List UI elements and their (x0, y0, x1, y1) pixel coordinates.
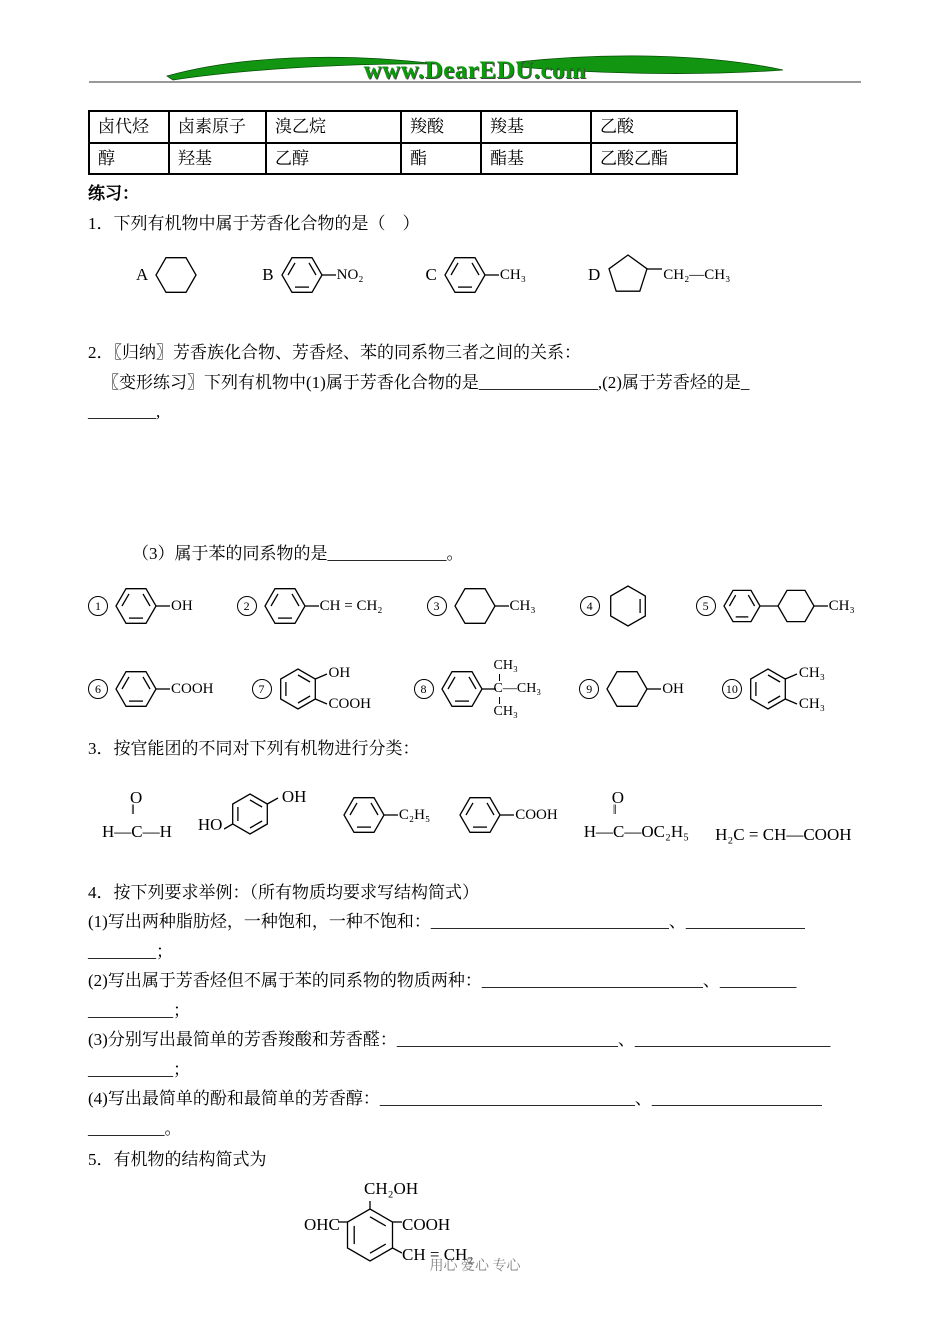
bond-dash: — (502, 681, 517, 697)
oxygen-label: O (130, 788, 143, 808)
bond-line (499, 697, 500, 704)
substituent-label: CH₃ (516, 681, 542, 697)
substituent-label: CH₂OH (364, 1178, 419, 1198)
table-cell: 醇 (89, 143, 169, 175)
option-label: B (262, 265, 274, 285)
table-row (89, 143, 737, 175)
site-banner (89, 50, 861, 94)
substituent-label: CH₃ (798, 665, 825, 682)
item-number: 2 (237, 596, 257, 616)
benzene-ring-icon (224, 786, 280, 842)
table-cell: 酯基 (481, 143, 591, 175)
substituent-label: OH (328, 665, 351, 682)
disubstituted-benzene (746, 662, 846, 716)
substituent-label: OHC (304, 1214, 340, 1234)
table-cell: 羟基 (169, 143, 266, 175)
cyclohexane-ring-icon (603, 665, 661, 713)
structure-9-cyclohexanol (579, 665, 684, 713)
item-number: 1 (88, 596, 108, 616)
table-cell: 酯 (401, 143, 481, 175)
benzene-ring-icon (340, 791, 398, 839)
item-number: 6 (88, 679, 108, 699)
site-logo-text: www.DearEDU.com (363, 57, 587, 84)
question-5-text: 5．有机物的结构简式为 (88, 1150, 267, 1170)
structure-7-hydroxybenzoic-acid (252, 662, 376, 716)
question-2-text: 2．〖归纳〗芳香族化合物、芳香烃、苯的同系物三者之间的关系： (88, 343, 581, 362)
benzene-ring-icon (112, 582, 170, 630)
table-cell: 乙醇 (266, 143, 401, 175)
question-2-part3: （3）属于苯的同系物的是______________。 (132, 543, 464, 563)
double-bond-symbol: ‖ (131, 803, 135, 819)
benzene-ring-icon (438, 665, 496, 713)
table-cell: 卤素原子 (169, 111, 266, 143)
structure-8-tert-butylbenzene (414, 658, 542, 720)
bond-line (499, 674, 500, 681)
substituent-label: COOH (328, 696, 372, 713)
item-number: 3 (427, 596, 447, 616)
cyclohexane-ring-icon (152, 251, 200, 299)
page-footer: 用心 爱心 专心 (429, 1259, 521, 1274)
item-number: 8 (414, 679, 434, 699)
formula-formaldehyde (102, 785, 172, 845)
double-bond-symbol: ‖ (612, 803, 617, 819)
carbon-row (494, 681, 542, 697)
practice-heading: 练习： (88, 184, 139, 203)
substituent-label: CH = CH₂ (402, 1244, 474, 1264)
formula-ethylbenzene (340, 791, 430, 839)
structure-10-xylene (722, 662, 846, 716)
substituent-label: C₂H₅ (398, 806, 431, 823)
structure-5-phenylcyclohexane (696, 580, 855, 632)
q4-line: ________； (88, 941, 173, 961)
benzene-cyclohexane-rings-icon (720, 580, 828, 632)
benzene-ring-icon (441, 251, 499, 299)
option-label: D (587, 265, 601, 285)
item-number: 4 (580, 596, 600, 616)
substituent-label: COOH (515, 806, 558, 823)
tert-butyl-group (494, 658, 542, 720)
functional-group-table (88, 110, 738, 175)
item-number: 7 (252, 679, 272, 699)
table-cell: 乙酸 (591, 111, 737, 143)
q1-options-row (136, 246, 888, 304)
substituent-label: CH = CH₂ (319, 597, 383, 614)
structure-4-cyclohexene (580, 580, 652, 632)
q4-line: (4)写出最简单的酚和最简单的芳香醇：______________________________、____________________ (88, 1089, 822, 1109)
option-label: A (136, 265, 149, 285)
table-cell: 溴乙烷 (266, 111, 401, 143)
q4-line: (3)分别写出最简单的芳香羧酸和芳香醛：__________________________、_______________________ (88, 1030, 831, 1050)
question-2-line2: 〖变形练习〗下列有机物中(1)属于芳香化合物的是______________,(2)属于芳香烃的是_ (102, 372, 750, 392)
cyclohexane-ring-icon (451, 582, 509, 630)
structure-2-styrene (237, 582, 383, 630)
table-cell: 羧酸 (401, 111, 481, 143)
question-2-line3: ________, (88, 402, 161, 421)
cyclopentane-ring-icon (604, 249, 662, 301)
substituent-label: OH (171, 597, 193, 614)
item-number: 10 (722, 679, 742, 699)
formula-hydroquinone (198, 784, 314, 846)
blank-answer-area (88, 425, 888, 537)
benzene-ring-icon (338, 1201, 402, 1263)
question-1-text: 1．下列有机物中属于芳香化合物的是（ ） (88, 213, 420, 233)
item-number: 5 (696, 596, 716, 616)
substituent-label: CH₃ (499, 266, 526, 283)
substituent-label: NO₂ (336, 266, 364, 283)
formula-text: H—C—H (102, 822, 172, 842)
structure-6-benzoic-acid (88, 665, 214, 713)
structures-row-2 (88, 658, 888, 720)
benzene-ring-icon (456, 791, 514, 839)
item-number: 9 (579, 679, 599, 699)
substituent-label: CH₃ (828, 597, 855, 614)
substituent-label: HO (197, 814, 223, 834)
structures-row-1 (88, 580, 888, 632)
table-row (89, 111, 737, 143)
benzene-ring-icon (276, 663, 328, 715)
substituent-label: COOH (171, 680, 214, 697)
substituent-label: OH (281, 786, 307, 806)
cyclohexene-ring-icon (604, 580, 652, 632)
substituent-label: CH₃ (509, 597, 536, 614)
substituent-label: COOH (402, 1214, 451, 1234)
substituent-label: CH₃ (493, 658, 518, 673)
option-b (262, 251, 363, 299)
q3-formulas-row (102, 772, 888, 858)
benzene-ring-icon (746, 663, 798, 715)
substituent-label: OH (662, 680, 684, 697)
q4-line: __________； (88, 1000, 190, 1020)
formula-text: H—C—OC₂H₅ (583, 822, 690, 842)
benzene-ring-icon (112, 665, 170, 713)
option-c (426, 251, 526, 299)
q4-line: (2)写出属于芳香烃但不属于苯的同系物的物质两种：__________________________、_________ (88, 971, 797, 991)
carbon-label: C (493, 681, 503, 697)
table-cell: 羧基 (481, 111, 591, 143)
substituent-label: CH₂—CH₃ (663, 266, 731, 283)
option-a (136, 251, 200, 299)
disubstituted-benzene (276, 662, 376, 716)
substituent-label: CH₃ (798, 696, 825, 713)
q4-line: (1)写出两种脂肪烃，一种饱和，一种不饱和：____________________________、______________ (88, 912, 805, 932)
formula-acrylic-acid: H₂C = CH—COOH (715, 825, 852, 845)
structure-1-phenol (88, 582, 193, 630)
q4-line: __________； (88, 1059, 190, 1079)
formula-ethyl-formate (584, 785, 689, 845)
question-3-text: 3．按官能团的不同对下列有机物进行分类： (88, 739, 420, 759)
table-cell: 卤代烃 (89, 111, 169, 143)
oxygen-label: O (611, 788, 624, 808)
q4-line: _________。 (88, 1118, 182, 1138)
worksheet-content (0, 94, 950, 1287)
formula-benzoic-acid (456, 791, 558, 839)
benzene-ring-icon (261, 582, 319, 630)
option-label: C (425, 265, 437, 285)
table-cell: 乙酸乙酯 (591, 143, 737, 175)
option-d (588, 249, 730, 301)
question-4-text: 4．按下列要求举例：（所有物质均要求写结构简式） (88, 882, 479, 902)
substituent-label: CH₃ (493, 704, 518, 720)
benzene-ring-icon (278, 251, 336, 299)
structure-3-methylcyclohexane (427, 582, 536, 630)
